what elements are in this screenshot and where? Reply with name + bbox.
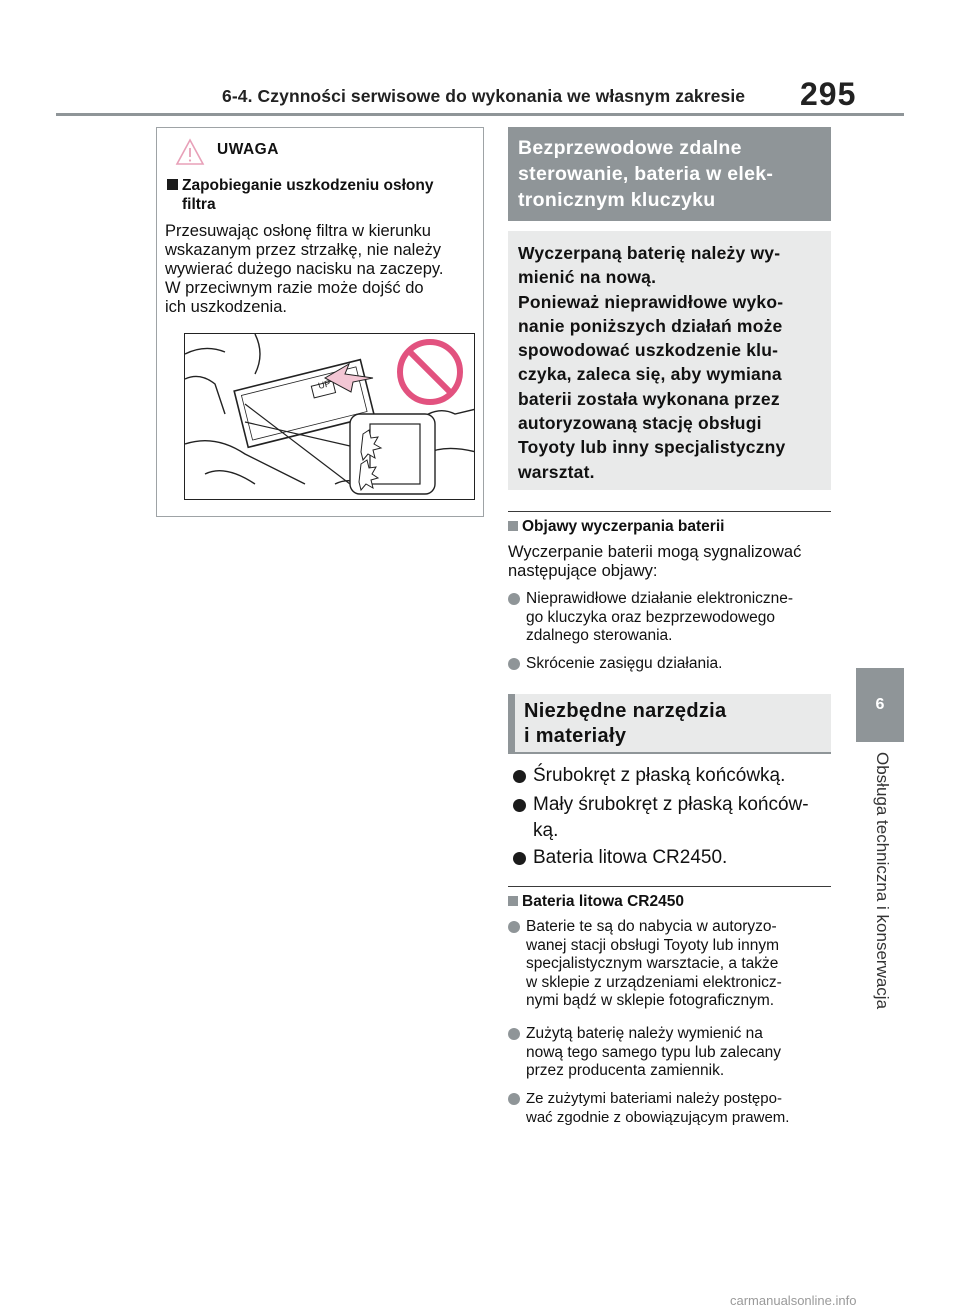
warning-triangle-icon (175, 138, 205, 166)
bullet-dot-icon (508, 658, 520, 670)
warning-box (156, 127, 484, 517)
bullet-dot-icon (508, 593, 520, 605)
warning-subtitle: Zapobieganie uszkodzeniu osłony filtra (167, 176, 473, 214)
divider (508, 886, 831, 887)
square-bullet-icon (167, 179, 178, 190)
warning-body: Przesuwając osłonę filtra w kierunku wskazanym przez strzałkę, nie należy wywierać dużego nacisku na zaczepy. W przeciwnym razie może dojść do ich uszkodzenia. (165, 222, 444, 316)
list-item: Baterie te są do nabycia w autoryzo- wanej stacji obsługi Toyoty lub innym specjalistycznym warsztacie, a także w sklepie z urządzeniami elektronicz- nymi bądź w sklepie fotograficznym. (526, 918, 836, 1011)
list-item: Ze zużytymi bateriami należy postępo- wać zgodnie z obowiązującym prawem. (526, 1090, 836, 1127)
section-title: 6-4. Czynności serwisowe do wykonania we własnym zakresie (222, 86, 746, 106)
tool-item: Śrubokręt z płaską końcówką. (533, 763, 833, 789)
tool-item: Bateria litowa CR2450. (533, 845, 833, 871)
symptoms-heading: Objawy wyczerpania baterii (508, 518, 724, 536)
section-heading-tools: Niezbędne narzędzia i materiały (508, 694, 831, 754)
list-item: Nieprawidłowe działanie elektroniczne- go kluczyka oraz bezprzewodowego zdalnego sterowania. (526, 590, 836, 646)
replacement-note-box: Wyczerpaną baterię należy wy- mienić na nową. Ponieważ nieprawidłowe wyko- nanie poniższych działań może spowodować uszkodzenie klu- czyka, zaleca się, aby wymiana baterii została wykonana przez autoryzowaną stację obsługi Toyoty lub inny specjalistyczny warsztat. (508, 231, 831, 490)
page-header (0, 0, 960, 120)
page-number: 295 (800, 76, 857, 112)
bullet-dot-icon (513, 852, 526, 865)
bullet-dot-icon (513, 799, 526, 812)
filter-cover-illustration (184, 333, 475, 500)
list-item: Skrócenie zasięgu działania. (526, 655, 836, 674)
filter-cover-drawing (185, 334, 475, 500)
chapter-title: Obsługa techniczna i konserwacja (873, 752, 892, 1010)
tool-item: Mały śrubokręt z płaską końców- ką. (533, 792, 833, 844)
bullet-dot-icon (508, 1093, 520, 1105)
symptoms-intro: Wyczerpanie baterii mogą sygnalizować następujące objawy: (508, 543, 802, 580)
section-heading-remote-battery: Bezprzewodowe zdalne sterowanie, bateria w elek- tronicznym kluczyku (508, 127, 831, 221)
list-item: Zużytą baterię należy wymienić na nową tego samego typu lub zalecany przez producenta zamiennik. (526, 1025, 836, 1081)
chapter-number: 6 (875, 696, 885, 713)
bullet-dot-icon (513, 770, 526, 783)
watermark: carmanualsonline.info (730, 1293, 857, 1308)
bullet-dot-icon (508, 1028, 520, 1040)
warning-title: UWAGA (217, 141, 279, 158)
chapter-label (857, 752, 905, 1072)
divider (508, 511, 831, 512)
bullet-dot-icon (508, 921, 520, 933)
battery-heading: Bateria litowa CR2450 (508, 893, 684, 911)
square-bullet-icon (508, 896, 518, 906)
up-label: UP (317, 378, 332, 391)
chapter-tab (856, 668, 904, 742)
square-bullet-icon (508, 521, 518, 531)
header-divider (56, 113, 904, 116)
